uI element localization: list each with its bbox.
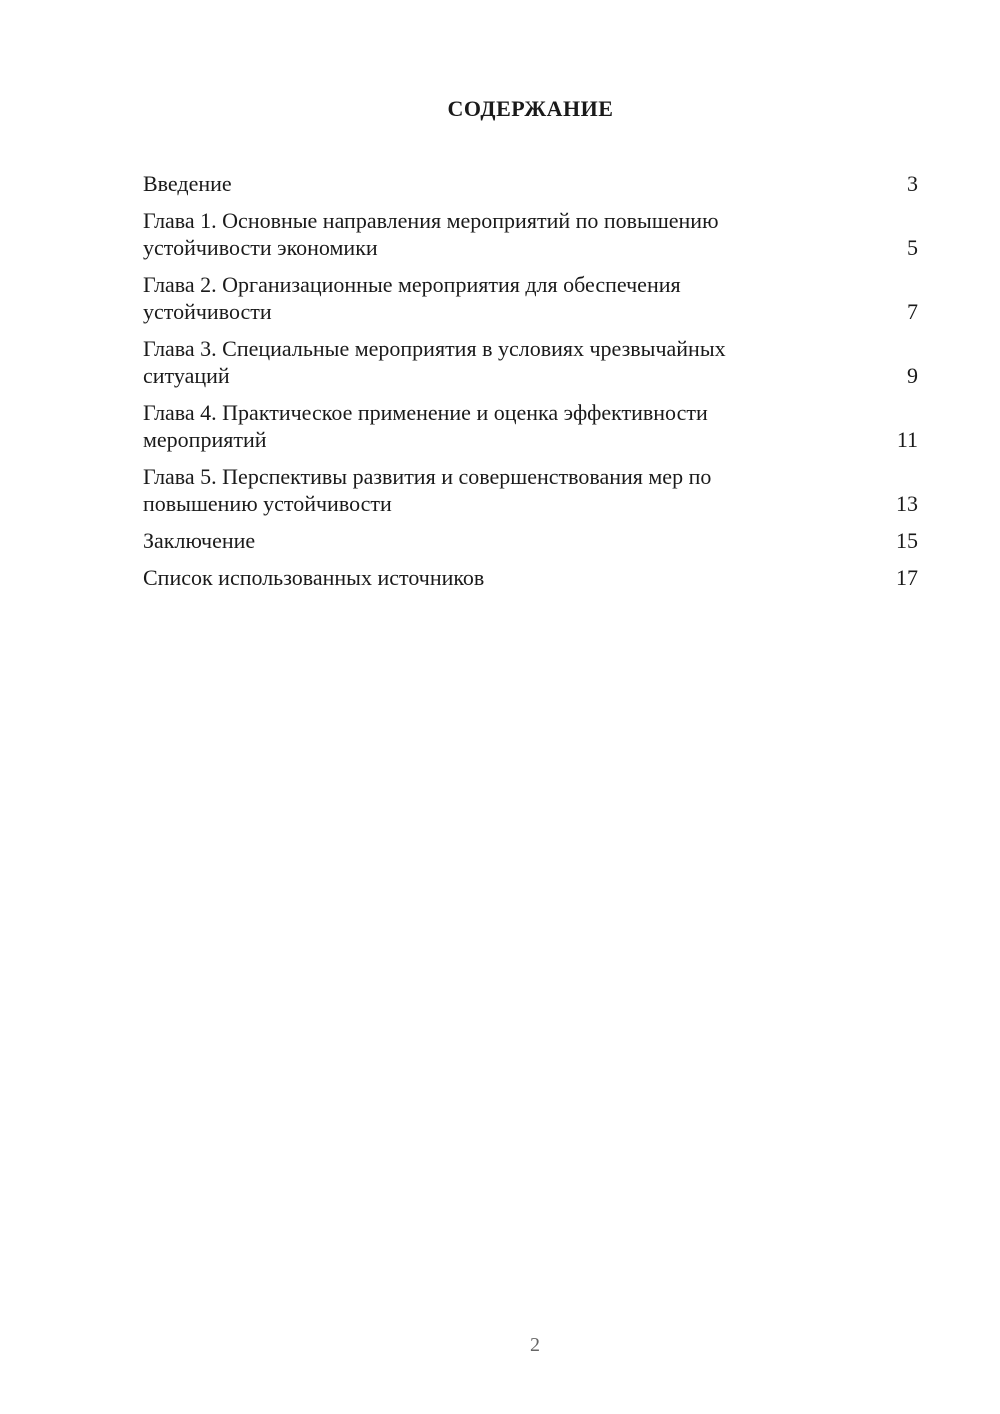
toc-entry-text: Глава 4. Практическое применение и оценка эффективности мероприятий [143, 400, 708, 452]
toc-entry-text: Глава 2. Организационные мероприятия для обеспечения устойчивости [143, 272, 681, 324]
toc-entry-text: Глава 3. Специальные мероприятия в условиях чрезвычайных ситуаций [143, 336, 726, 388]
toc-entry-chapter-2[interactable] [143, 271, 918, 325]
toc-entry-references[interactable] [143, 564, 918, 591]
toc-entry-page: 17 [896, 565, 918, 590]
toc-title: СОДЕРЖАНИЕ [447, 96, 614, 121]
toc-entry-chapter-1[interactable] [143, 207, 918, 261]
toc-entry-page: 15 [896, 528, 918, 553]
toc-entry-conclusion[interactable] [143, 527, 918, 554]
toc-entry-page: 5 [907, 235, 918, 260]
toc-entry-text: Заключение [143, 528, 256, 553]
toc-entry-text: Глава 1. Основные направления мероприятий по повышению устойчивости экономики [143, 208, 719, 260]
toc-entry-chapter-3[interactable] [143, 335, 918, 389]
toc-entry-chapter-4[interactable] [143, 399, 918, 453]
toc-entry-introduction[interactable] [143, 170, 918, 197]
page-number: 2 [530, 1334, 540, 1356]
toc-entry-text: Введение [143, 171, 232, 196]
toc-entry-page: 9 [907, 363, 918, 388]
toc-entry-text: Глава 5. Перспективы развития и совершенствования мер по повышению устойчивости [143, 464, 712, 516]
toc-entry-page: 3 [907, 171, 918, 196]
table-of-contents [143, 170, 918, 601]
toc-entry-page: 7 [907, 299, 918, 324]
toc-entry-page: 11 [896, 427, 918, 452]
toc-entry-text: Список использованных источников [143, 565, 485, 590]
toc-entry-page: 13 [896, 491, 918, 516]
toc-entry-chapter-5[interactable] [143, 463, 918, 517]
